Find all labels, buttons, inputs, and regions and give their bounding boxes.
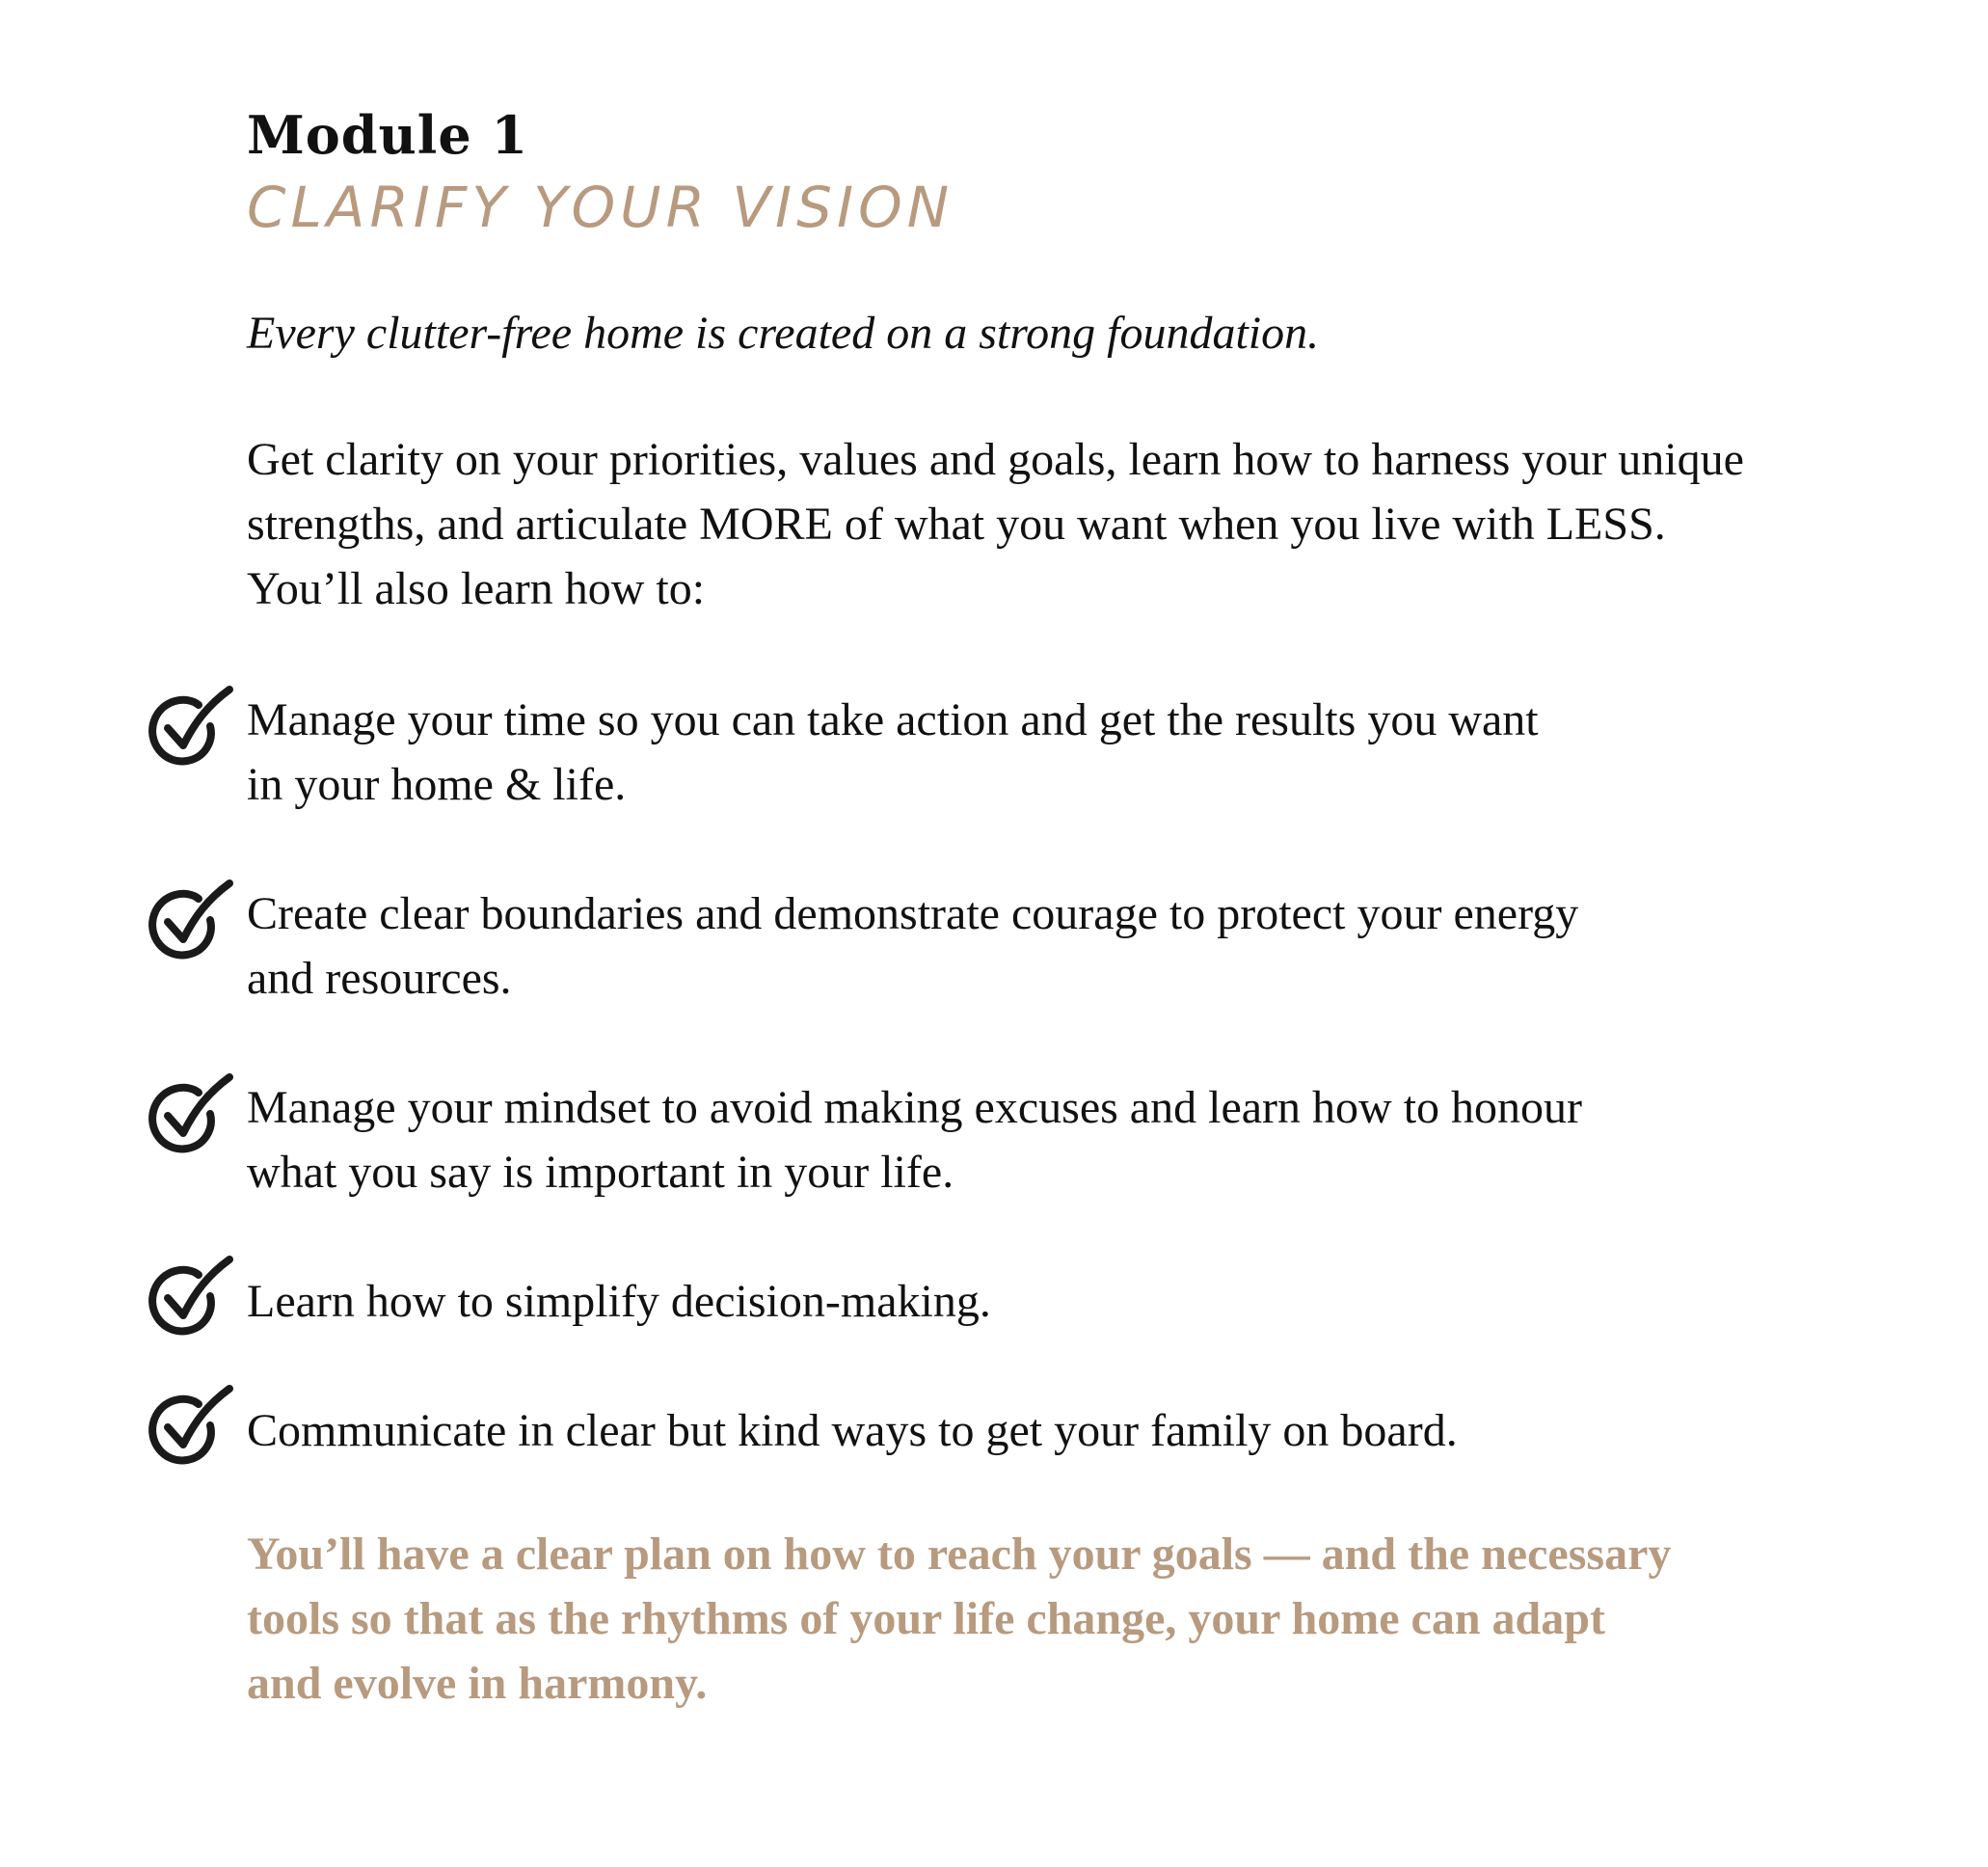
checkmark-circle-icon (141, 1254, 233, 1346)
closing-line: tools so that as the rhythms of your life change, your home can adapt (247, 1593, 1605, 1644)
closing-line: and evolve in harmony. (247, 1658, 708, 1709)
module-label: Module 1 (247, 104, 529, 166)
checkmark-circle-icon (141, 684, 233, 776)
intro-line: strengths, and articulate MORE of what you want when you live with LESS. (247, 499, 1666, 550)
checkmark-circle-icon (141, 1071, 233, 1164)
checklist-line: and resources. (247, 953, 512, 1004)
checklist-item-text (247, 1269, 991, 1334)
checklist-line: Manage your time so you can take action and get the results you want (247, 694, 1539, 745)
checklist-line: in your home & life. (247, 759, 627, 810)
checklist-line: Communicate in clear but kind ways to get your family on board. (247, 1405, 1458, 1456)
checkmark-circle-icon (141, 878, 233, 970)
module-title: CLARIFY YOUR VISION (247, 175, 954, 240)
tagline: Every clutter-free home is created on a strong foundation. (247, 308, 1320, 359)
checklist-line: Learn how to simplify decision-making. (247, 1276, 991, 1327)
checkmark-circle-icon (141, 1383, 233, 1475)
closing-line: You’ll have a clear plan on how to reach your goals — and the necessary (247, 1529, 1672, 1580)
checklist-line: what you say is important in your life. (247, 1147, 954, 1198)
checklist-item-text (247, 688, 1539, 817)
checklist-item-text (247, 1398, 1458, 1463)
checklist-line: Manage your mindset to avoid making excuses and learn how to honour (247, 1082, 1583, 1133)
checklist-line: Create clear boundaries and demonstrate courage to protect your energy (247, 888, 1579, 939)
intro-line: Get clarity on your priorities, values and goals, learn how to harness your unique (247, 434, 1744, 485)
intro-line: You’ll also learn how to: (247, 563, 706, 614)
checklist-item-text (247, 1075, 1582, 1204)
checklist-item-text (247, 881, 1578, 1011)
